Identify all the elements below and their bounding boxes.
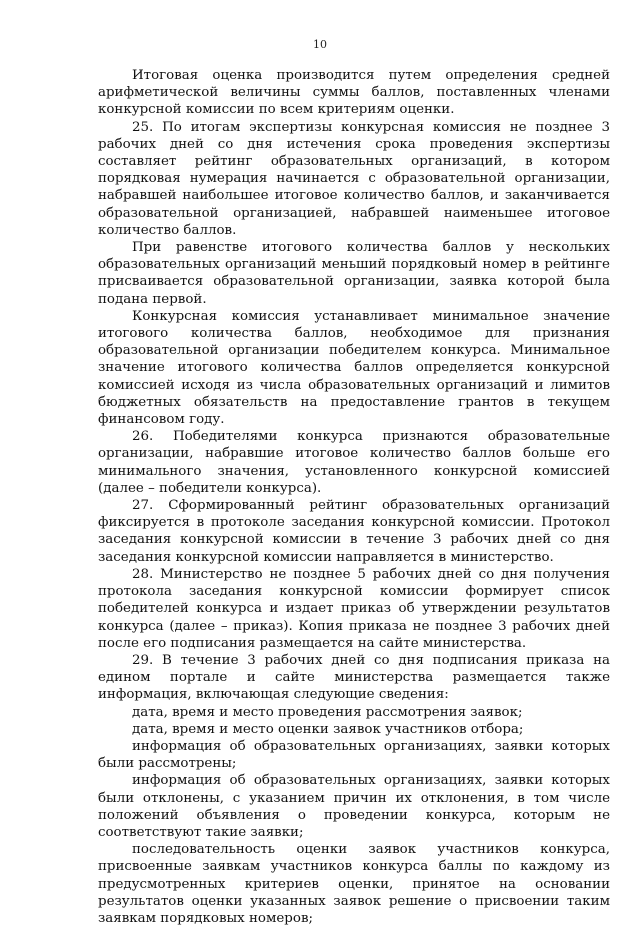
paragraph-minimum-score: Конкурсная комиссия устанавливает минимальное значение итогового количества баллов, необходимое для признания образовательной организации победителем конкурса. Минимальное значение итогового количества баллов определяется конкурсной комиссией исходя из числа образовательных организаций и лимитов бюджетных обязательств на предоставление грантов в текущем финансовом году.	[98, 308, 610, 428]
document-body	[98, 67, 610, 927]
paragraph-26-winners: 26. Победителями конкурса признаются образовательные организации, набравшие итоговое количество баллов больше его минимального значения, установленного конкурсной комиссией (далее – победители конкурса).	[98, 429, 610, 496]
list-item-evaluation-sequence: последовательность оценки заявок участников конкурса, присвоенные заявкам участников конкурса баллы по каждому из предусмотренных критериев оценки, принятое на основании результатов оценки указанных заявок решение о присвоении таким заявкам порядковых номеров;	[98, 842, 610, 926]
list-item-review-date: дата, время и место проведения рассмотрения заявок;	[132, 704, 523, 720]
paragraph-25-rating: 25. По итогам экспертизы конкурсная комиссия не позднее 3 рабочих дней со дня истечения срока проведения экспертизы составляет рейтинг образовательных организаций, в котором порядковая нумерация начинается с образовательной организации, набравшей наибольшее итоговое количество баллов, и заканчивается образовательной организацией, набравшей наименьшее итоговое количество баллов.	[98, 119, 610, 238]
list-item-reviewed-organizations: информация об образовательных организациях, заявки которых были рассмотрены;	[98, 738, 610, 772]
page-number: 10	[313, 38, 327, 51]
list-item-evaluation-date: дата, время и место оценки заявок участников отбора;	[132, 721, 524, 737]
paragraph-29-publication: 29. В течение 3 рабочих дней со дня подписания приказа на едином портале и сайте министерства размещается также информация, включающая следующие сведения:	[98, 652, 610, 703]
paragraph-28-order: 28. Министерство не позднее 5 рабочих дней со дня получения протокола заседания конкурсной комиссии формирует список победителей конкурса и издает приказ об утверждении результатов конкурса (далее – приказ). Копия приказа не позднее 3 рабочих дней после его подписания размещается на сайте министерства.	[98, 566, 610, 651]
paragraph-27-protocol: 27. Сформированный рейтинг образовательных организаций фиксируется в протоколе заседания конкурсной комиссии. Протокол заседания конкурсной комиссии в течение 3 рабочих дней со дня заседания конкурсной комиссии направляется в министерство.	[98, 498, 610, 565]
paragraph-final-score: Итоговая оценка производится путем определения средней арифметической величины суммы баллов, поставленных членами конкурсной комиссии по всем критериям оценки.	[98, 68, 610, 118]
list-item-rejected-organizations: информация об образовательных организациях, заявки которых были отклонены, с указанием причин их отклонения, в том числе положений объявления о проведении конкурса, которым не соответствуют такие заявки;	[98, 773, 610, 840]
paragraph-equal-scores: При равенстве итогового количества баллов у нескольких образовательных организаций меньший порядковый номер в рейтинге присваивается образовательной организации, заявка которой была подана первой.	[98, 240, 610, 307]
